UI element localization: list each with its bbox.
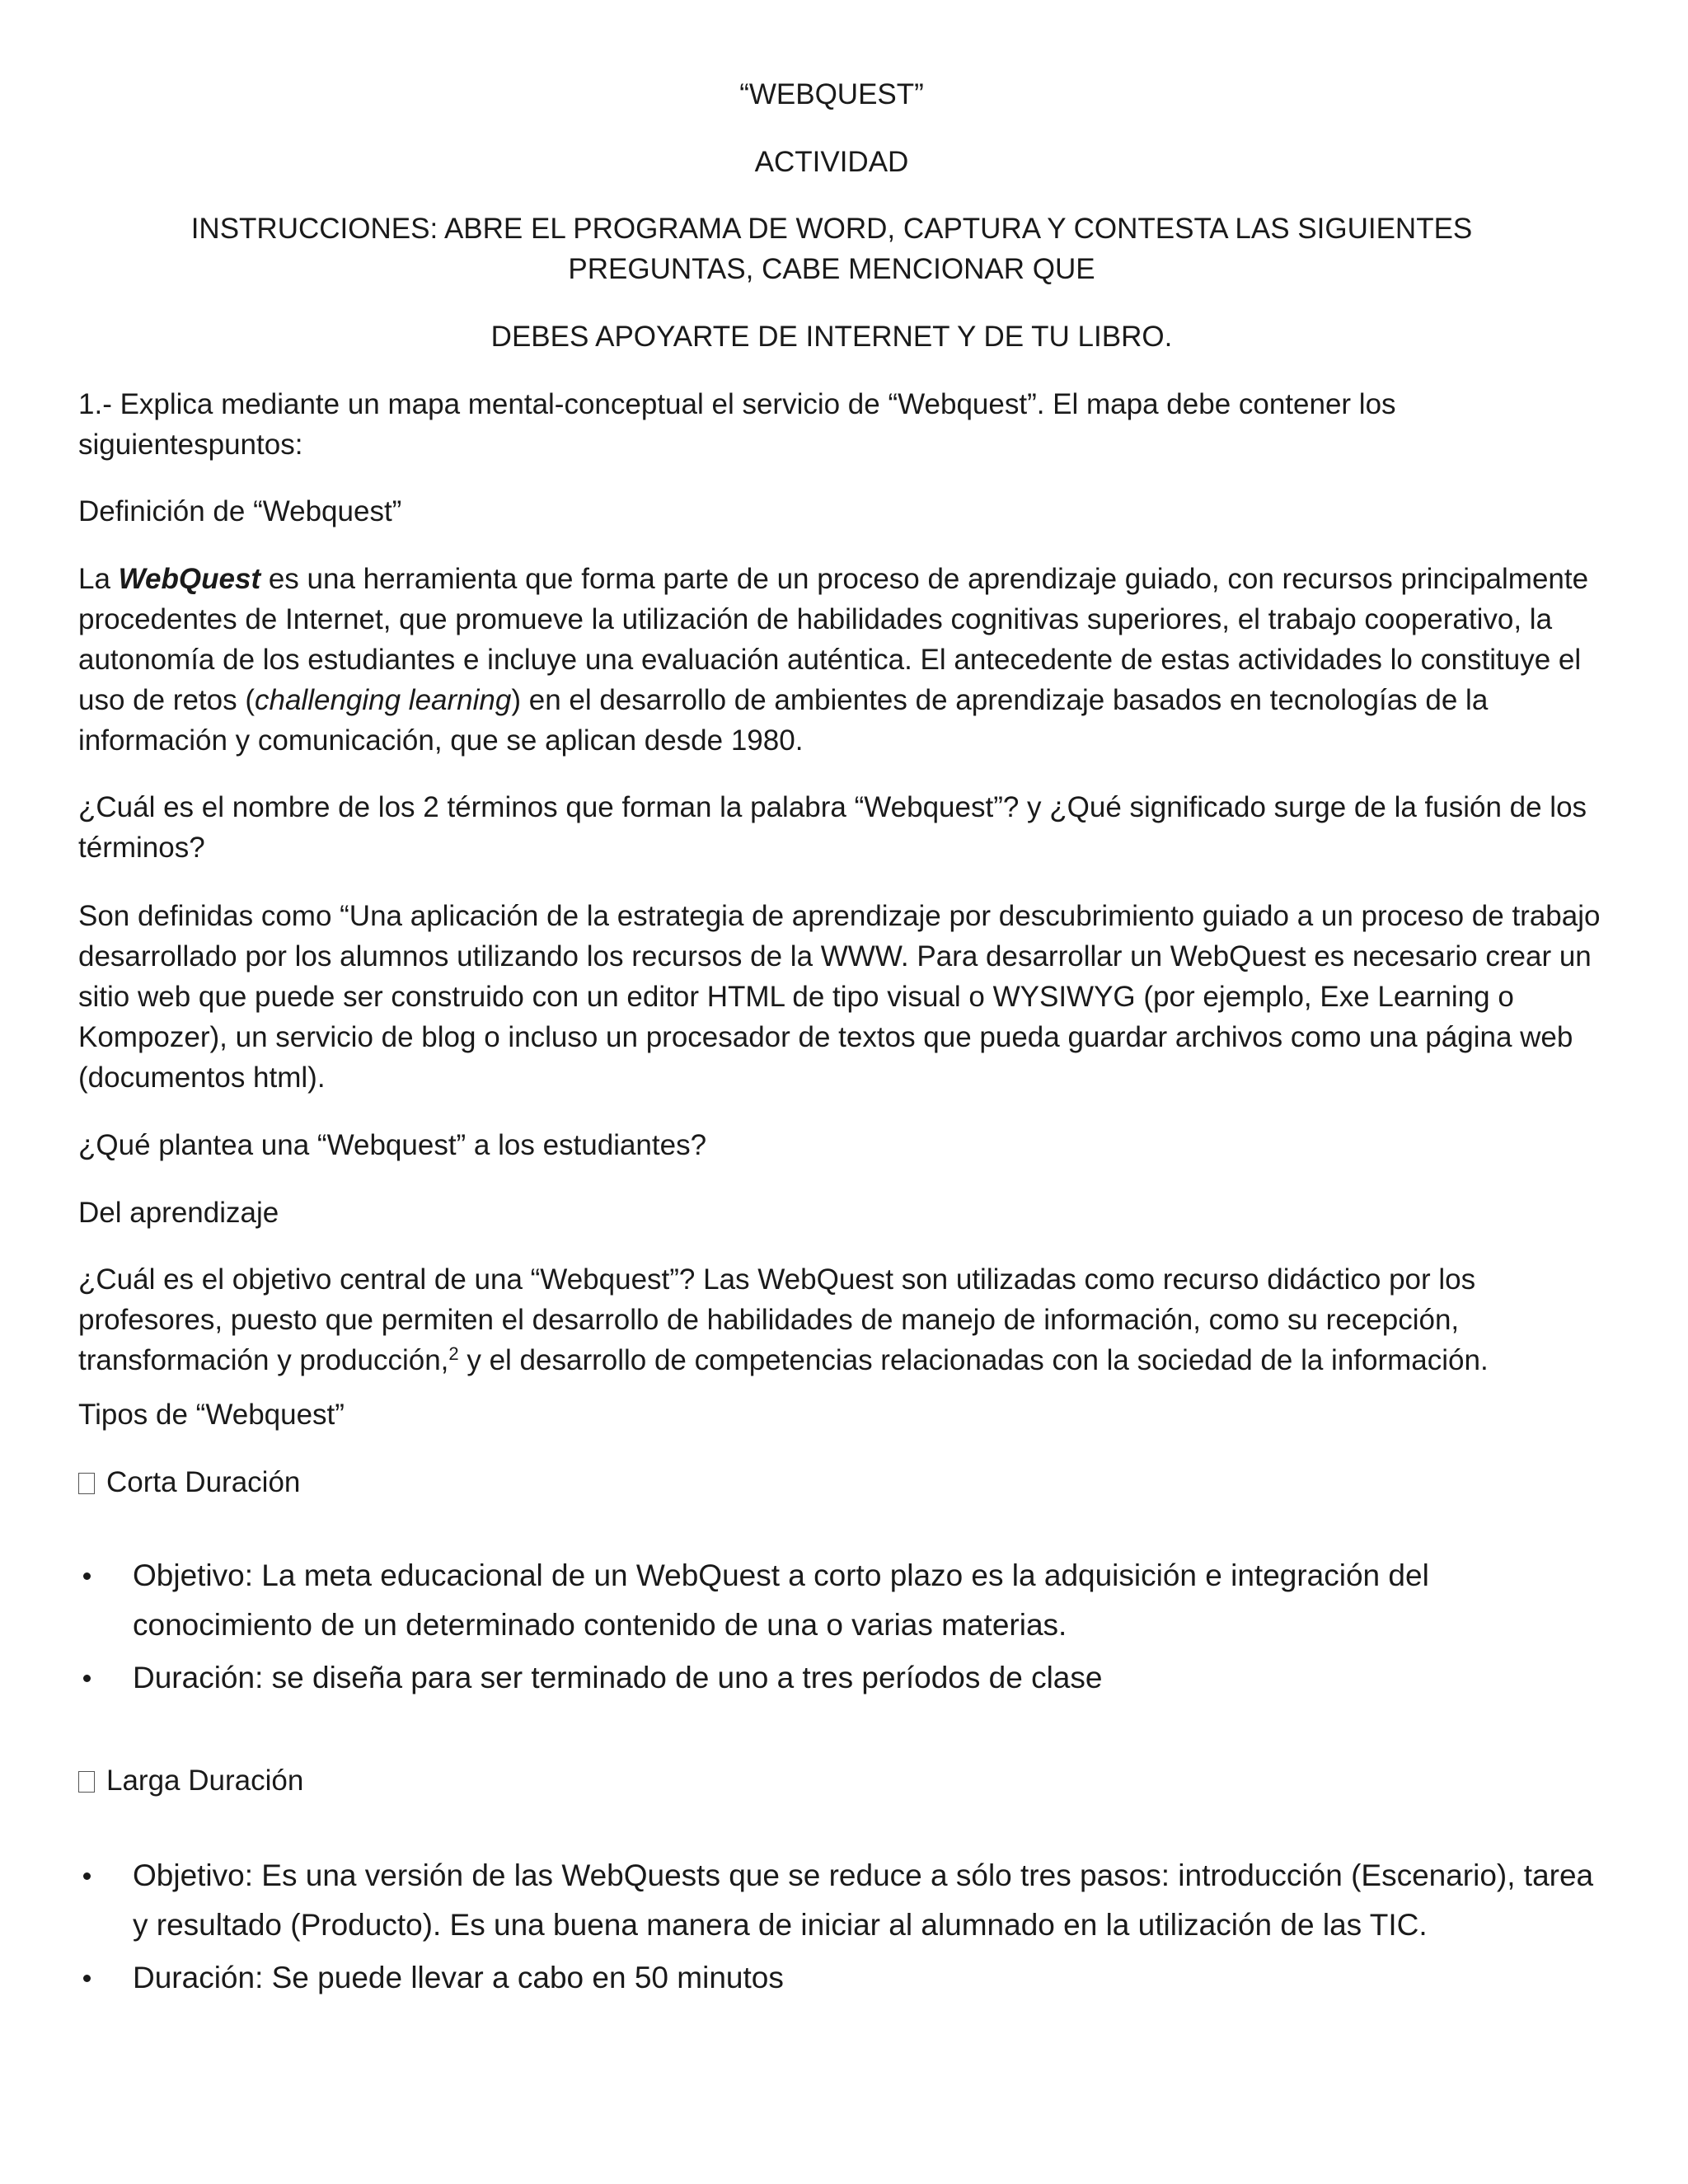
document-subtitle: ACTIVIDAD (754, 146, 909, 178)
long-duration-list (78, 1851, 1611, 2006)
objective-paragraph (78, 1259, 1611, 1380)
bullet-icon (83, 1975, 91, 1982)
definition-body-1: es una herramienta que forma parte de un proceso de aprendizaje guiado, con recursos principalmente procedentes de Internet, que promueve la utilización de habilidades cognitivas superiores, el trabajo cooperativo, la autonomía de los estudiantes e incluye una evaluación auténtica. El antecedente de estas actividades lo constituye el uso de retos ( (78, 563, 1589, 716)
document-title: “WEBQUEST” (739, 78, 924, 110)
webquest-term: WebQuest (118, 563, 261, 595)
instructions-line-1: INSTRUCCIONES: ABRE EL PROGRAMA DE WORD, CAPTURA Y CONTESTA LAS SIGUIENTES (190, 213, 1473, 245)
long-objective: Objetivo: Es una versión de las WebQuests que se reduce a sólo tres pasos: introducción (Escenario), tarea y resultado (Producto). Es una buena manera de iniciar al alumnado en la utilización de las TIC. (133, 1858, 1594, 1942)
list-item (78, 1851, 1611, 1950)
definition-italic: challenging learning (255, 684, 512, 716)
list-item (78, 1551, 1611, 1650)
bullet-icon (83, 1572, 91, 1580)
list-item (78, 1653, 1611, 1703)
bullet-icon (83, 1872, 91, 1880)
terms-answer: Son definidas como “Una aplicación de la estrategia de aprendizaje por descubrimiento guiado a un proceso de trabajo desarrollado por los alumnos utilizando los recursos de la WWW. Para desarrollar un WebQuest es necesario crear un sitio web que puede ser construido con un editor HTML de tipo visual o WYSIWYG (por ejemplo, Exe Learning o Kompozer), un servicio de blog o incluso un procesador de textos que pueda guardar archivos como una página web (documentos html). (78, 900, 1601, 1094)
missing-glyph-icon (78, 1473, 95, 1494)
footnote-marker: 2 (448, 1343, 459, 1364)
list-item (78, 1953, 1611, 2003)
short-objective: Objetivo: La meta educacional de un WebQuest a corto plazo es la adquisición e integración del conocimiento de un determinado contenido de una o varias materias. (133, 1558, 1429, 1642)
types-heading: Tipos de “Webquest” (78, 1399, 345, 1431)
proposal-answer: Del aprendizaje (78, 1197, 279, 1229)
short-duration-text: Corta Duración (106, 1466, 301, 1498)
proposal-question: ¿Qué plantea una “Webquest” a los estudiantes? (78, 1129, 707, 1161)
long-duration: Duración: Se puede llevar a cabo en 50 minutos (133, 1961, 784, 1994)
definition-lead: La (78, 563, 119, 595)
definition-heading: Definición de “Webquest” (78, 495, 402, 527)
short-duration-label (78, 1462, 1611, 1502)
objective-text-1: ¿Cuál es el objetivo central de una “Webquest”? Las WebQuest son utilizadas como recurso didáctico por los profesores, puesto que permiten el desarrollo de habilidades de manejo de información, como su recepción, transformación y producción, (78, 1263, 1476, 1376)
long-duration-label (78, 1760, 1611, 1801)
definition-body-2: ) en el desarrollo de ambientes de aprendizaje basados en tecnologías de la información y comunicación, que se aplican desde 1980. (78, 684, 1489, 757)
terms-question: ¿Cuál es el nombre de los 2 términos que forman la palabra “Webquest”? y ¿Qué significado surge de la fusión de los términos? (78, 791, 1587, 864)
objective-text-2: y el desarrollo de competencias relacionadas con la sociedad de la información. (458, 1344, 1489, 1376)
short-duration-list (78, 1551, 1611, 1706)
long-duration-text: Larga Duración (106, 1765, 304, 1797)
bullet-icon (83, 1675, 91, 1682)
instructions-line-3: DEBES APOYARTE DE INTERNET Y DE TU LIBRO. (490, 321, 1173, 353)
definition-paragraph (78, 559, 1611, 761)
short-duration: Duración: se diseña para ser terminado de uno a tres períodos de clase (133, 1661, 1103, 1694)
question-1: 1.- Explica mediante un mapa mental-conceptual el servicio de “Webquest”. El mapa debe contener los siguientespuntos: (78, 388, 1396, 461)
missing-glyph-icon (78, 1771, 95, 1793)
instructions-line-2: PREGUNTAS, CABE MENCIONAR QUE (568, 253, 1095, 285)
